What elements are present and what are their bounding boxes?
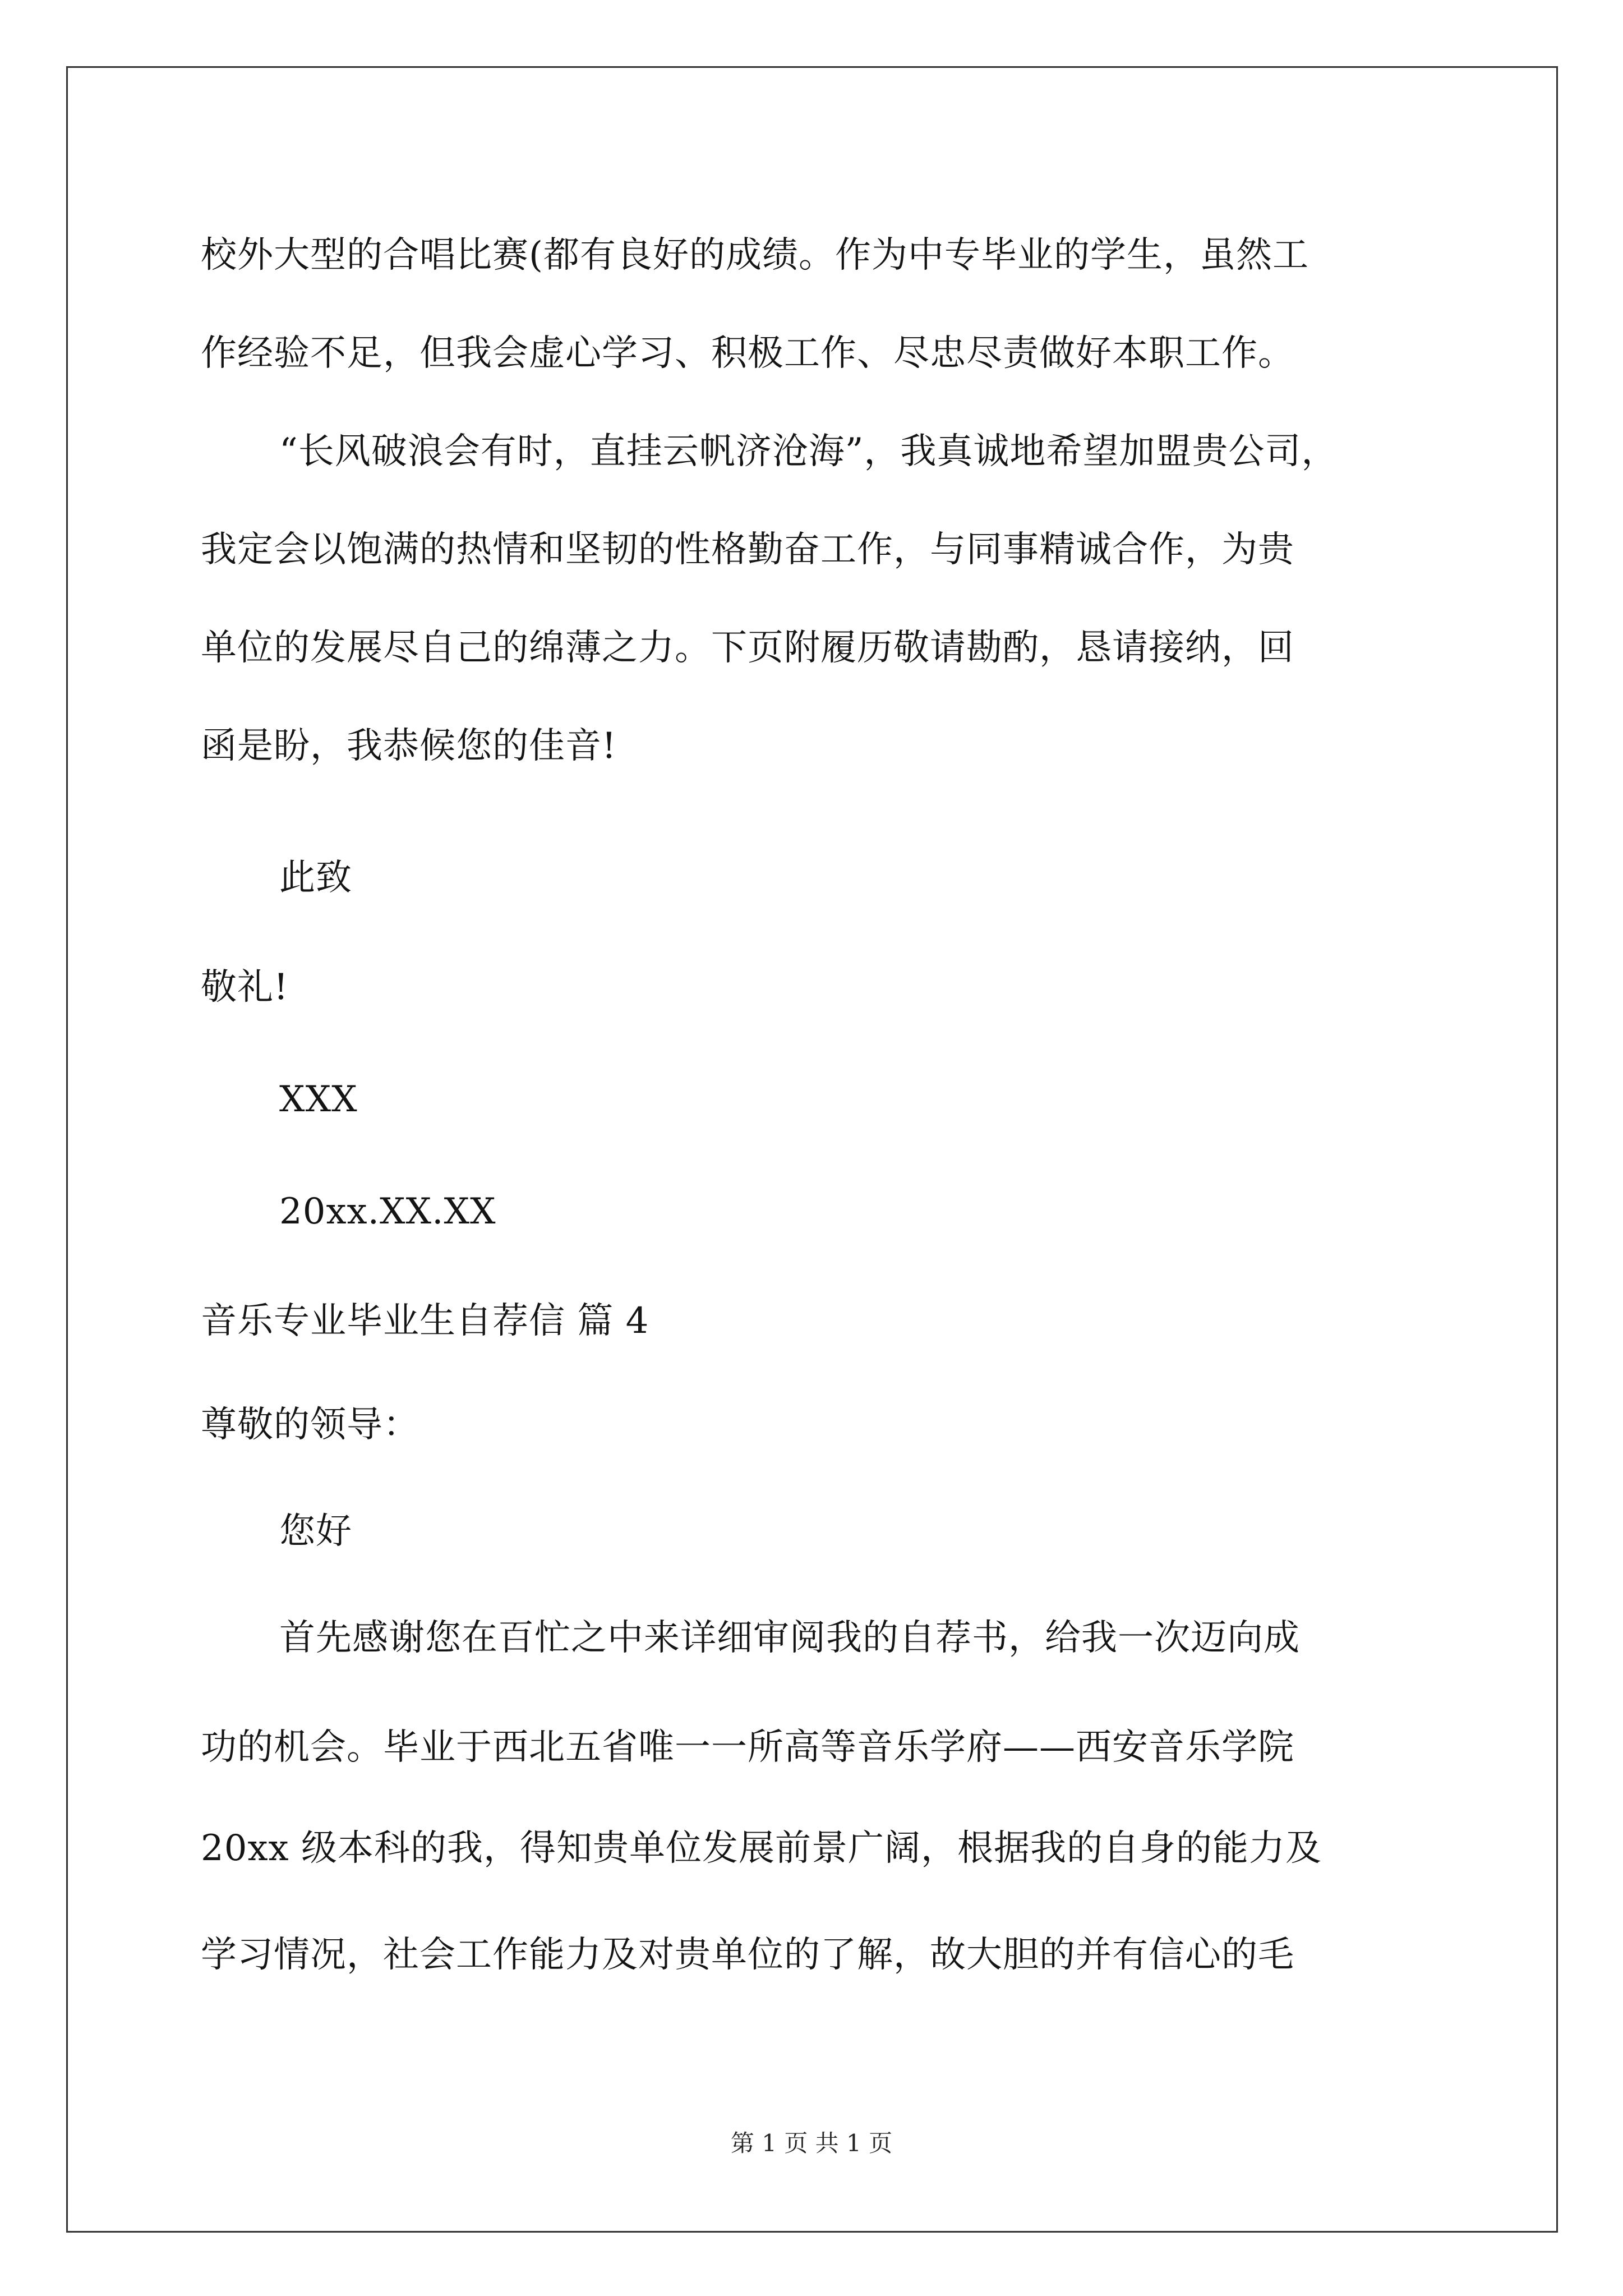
body-line: 作经验不足，但我会虚心学习、积极工作、尽忠尽责做好本职工作。 [201,333,1294,374]
closing-salutation: 此致 [279,857,352,899]
body-line: 学习情况，社会工作能力及对贵单位的了解，故大胆的并有信心的毛 [201,1934,1294,1976]
body-line: 20xx 级本科的我，得知贵单位发展前景广阔，根据我的自身的能力及 [201,1828,1322,1869]
body-line: 函是盼，我恭候您的佳音! [201,725,617,767]
greeting: 尊敬的领导： [201,1404,419,1446]
section-heading: 音乐专业毕业生自荐信 篇 4 [201,1300,649,1342]
signature-name: XXX [279,1079,358,1120]
body-line: 我定会以饱满的热情和坚韧的性格勤奋工作，与同事精诚合作，为贵 [201,529,1294,570]
greeting-hello: 您好 [279,1511,352,1552]
body-line: 单位的发展尽自己的绵薄之力。下页附履历敬请勘酌，恳请接纳，回 [201,627,1294,669]
page-border [66,66,1558,2233]
body-line: 校外大型的合唱比赛(都有良好的成绩。作为中专毕业的学生，虽然工 [201,234,1309,276]
body-line: “长风破浪会有时，直挂云帆济沧海”，我真诚地希望加盟贵公司， [279,431,1338,472]
closing-regards: 敬礼! [201,967,289,1008]
signature-date: 20xx.XX.XX [279,1191,496,1232]
page-footer: 第 1 页 共 1 页 [730,2129,893,2157]
body-line: 功的机会。毕业于西北五省唯一一所高等音乐学府——西安音乐学院 [201,1727,1294,1768]
body-line: 首先感谢您在百忙之中来详细审阅我的自荐书，给我一次迈向成 [279,1617,1300,1659]
